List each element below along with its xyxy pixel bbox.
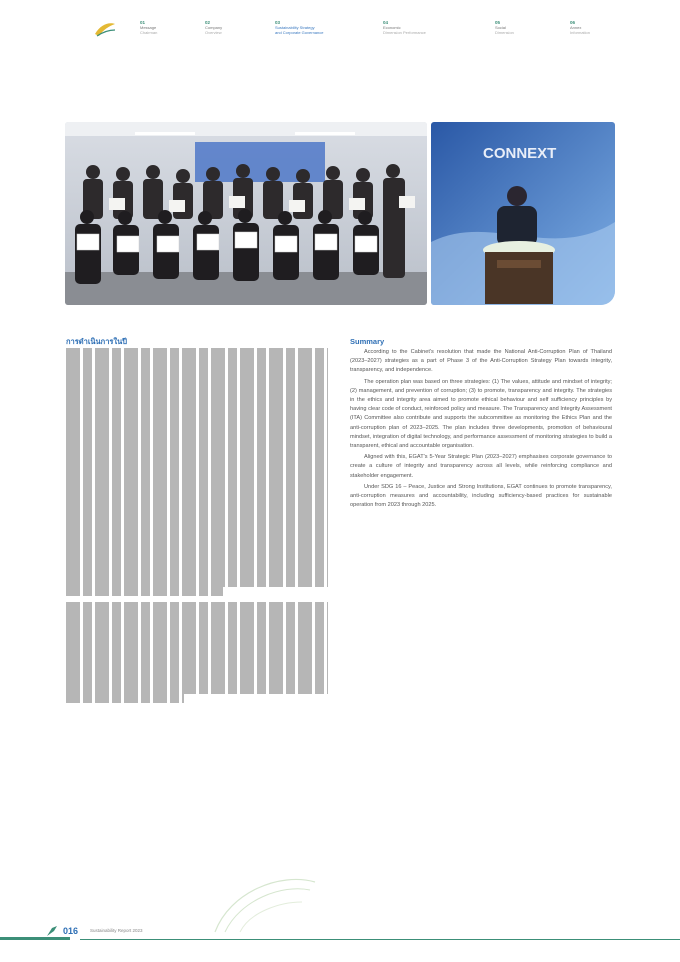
group-photo (65, 122, 427, 305)
summary-heading: Summary (350, 337, 385, 346)
thai-paragraph (66, 348, 328, 596)
nav-number: 06 (570, 20, 576, 25)
speaker-photo-illustration (431, 122, 615, 305)
nav-item-economic[interactable] (383, 20, 426, 35)
nav-item-annex[interactable] (570, 20, 590, 35)
footer-accent-bar (0, 937, 70, 940)
summary-paragraph: Under SDG 16 – Peace, Justice and Strong Institutions, EGAT continues to promote transparency, anti-corruption measures and accountability, including sufficiency-based practices for sustainable operation from 2023 through 2025. (350, 483, 612, 509)
report-name: Sustainability Report 2023 (90, 928, 143, 933)
leaf-logo-icon[interactable] (93, 20, 117, 42)
thai-paragraph (66, 602, 328, 703)
nav-sublabel: Overview (205, 30, 222, 35)
nav-number: 03 (275, 20, 281, 25)
group-photo-illustration (65, 122, 427, 305)
summary-paragraph: The operation plan was based on three strategies: (1) The values, attitude and mindset of integrity; (2) management, and prevention of corruption; (3) to promote, transparency and integrity. The strategies in the ethics and integrity area aimed to promote ethical behaviour and self sufficiency principles by having clear code of conduct, reinforced policy and measure. The Transparency and Integrity Assessment (ITA) Committee also contribute and supports the subcommittee as monitoring the Ethics Plan and the anti-corruption plan of 2023–2025. The plan includes three developments, promotion of behavioural mindset, integration of digital technology, and performance assessment of monitoring strategies to build a transparent, ethical and accountable organisation. (350, 378, 612, 450)
nav-label: Social (495, 25, 506, 30)
summary-paragraph: According to the Cabinet's resolution that made the National Anti-Corruption Plan of Thailand (2023–2027) strategies as a part of Phase 3 of the Anti-Corruption Strategy Plan towards integrity, transparency, and independence. (350, 349, 612, 374)
nav-item-company[interactable] (205, 20, 222, 35)
nav-sublabel: and Corporate Governance (275, 30, 324, 35)
nav-sublabel: Chairman (140, 30, 158, 35)
page-footer (0, 922, 680, 962)
nav-number: 05 (495, 20, 501, 25)
summary-column (350, 336, 612, 512)
summary-paragraph: Aligned with this, EGAT's 5-Year Strategic Plan (2023–2027) emphasises corporate governance to create a culture of integrity and transparency across all levels, while reinforcing compliance and stakeholder engagement. (350, 454, 612, 479)
nav-sublabel: Dimension Performance (383, 30, 426, 35)
nav-label: Economic (383, 25, 401, 30)
page-number: 016 (63, 926, 79, 936)
thai-text-column (66, 336, 328, 705)
nav-sublabel: Information (570, 30, 591, 35)
footer-rule (80, 939, 680, 940)
nav-sublabel: Dimension (495, 30, 514, 35)
thai-section-heading: การดำเนินการในปี (66, 337, 128, 346)
nav-label: Annex (570, 25, 582, 30)
nav-item-social[interactable] (495, 20, 514, 35)
footer-leaf-icon (46, 925, 58, 937)
nav-item-sustainability[interactable] (275, 20, 323, 35)
nav-number: 02 (205, 20, 211, 25)
nav-label: Company (205, 25, 223, 30)
nav-label: Message (140, 25, 157, 30)
nav-number: 01 (140, 20, 146, 25)
nav-label: Sustainability Strategy (275, 25, 315, 30)
nav-item-message[interactable] (140, 20, 157, 35)
speaker-photo (431, 122, 615, 305)
banner-text: CONNEXT (483, 145, 557, 162)
nav-number: 04 (383, 20, 389, 25)
top-navigation (0, 0, 680, 60)
